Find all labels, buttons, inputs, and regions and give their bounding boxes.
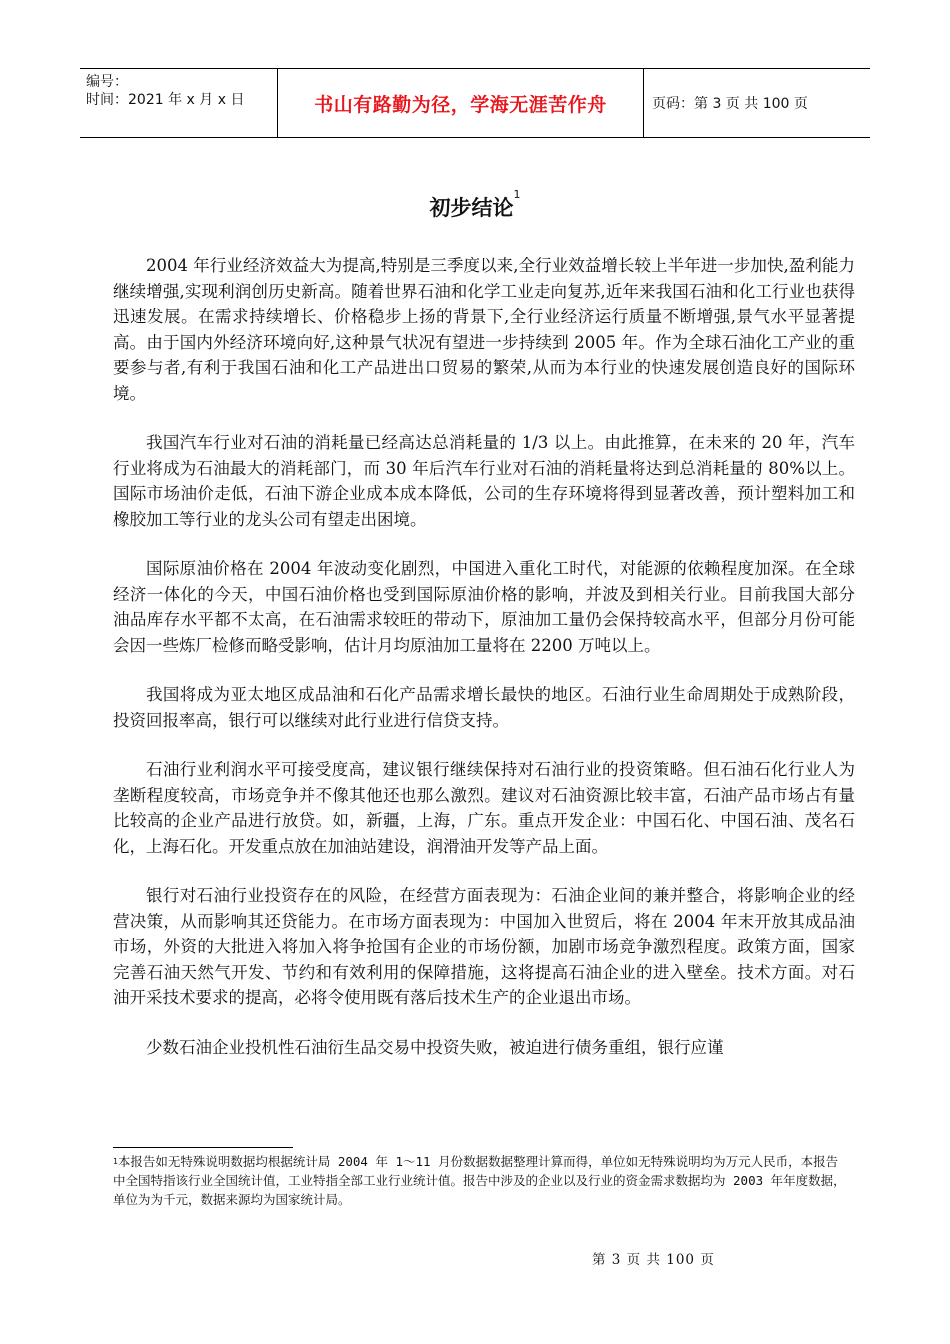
header-page-info: 页码：第 3 页 共 100 页	[652, 96, 808, 112]
document-title: 初步结论	[429, 196, 514, 220]
page-footer: 第 3 页 共 100 页	[592, 1252, 715, 1268]
document-number-label: 编号：	[86, 74, 128, 90]
paragraph: 我国汽车行业对石油的消耗量已经高达总消耗量的 1/3 以上。由此推算，在未来的 20 年，汽车行业将成为石油最大的消耗部门，而 30 年后汽车行业对石油的消耗量将达到总消耗量的 80%以上。国际市场油价走低，石油下游企业成本成本降低，公司的生存环境将得到显著改善，预计塑料加工和橡胶加工等行业的龙头公司有望走出困境。	[113, 433, 855, 529]
footnote-divider	[113, 1147, 293, 1148]
paragraph: 石油行业利润水平可接受度高，建议银行继续保持对石油行业的投资策略。但石油石化行业人为垄断程度较高，市场竞争并不像其他还也那么激烈。建议对石油资源比较丰富，石油产品市场占有量比较高的企业产品进行放贷。如，新疆，上海，广东。重点开发企业：中国石化、中国石油、茂名石化，上海石化。开发重点放在加油站建设，润滑油开发等产品上面。	[113, 760, 855, 856]
header-motto: 书山有路勤为径，学海无涯苦作舟	[278, 69, 644, 137]
header-meta-cell	[80, 69, 278, 137]
paragraph: 少数石油企业投机性石油衍生品交易中投资失败，被迫进行债务重组，银行应谨	[146, 1037, 724, 1057]
paragraph: 我国将成为亚太地区成品油和石化产品需求增长最快的地区。石油行业生命周期处于成熟阶段，投资回报率高，银行可以继续对此行业进行信贷支持。	[113, 685, 855, 730]
page-header-table	[80, 68, 870, 138]
title-footnote-mark: 1	[513, 188, 521, 201]
document-title-wrap	[0, 188, 950, 222]
paragraph: 2004 年行业经济效益大为提高,特别是三季度以来,全行业效益增长较上半年进一步加快,盈利能力继续增强,实现利润创历史新高。随着世界石油和化学工业走向复苏,近年来我国石油和化工行业也获得迅速发展。在需求持续增长、价格稳步上扬的背景下,全行业经济运行质量不断增强,景气水平显著提高。由于国内外经济环境向好,这种景气状况有望进一步持续到 2005 年。作为全球石油化工产业的重要参与者,有利于我国石油和化工产品进出口贸易的繁荣,从而为本行业的快速发展创造良好的国际环境。	[113, 256, 855, 403]
footnote	[113, 1152, 848, 1209]
footnote-mark: 1	[113, 1157, 118, 1166]
footnote-text: 本报告如无特殊说明数据均根据统计局 2004 年 1～11 月份数据数据整理计算而得，单位如无特殊说明均为万元人民币，本报告中全国特指该行业全国统计值，工业特指全部工业行业统计值。报告中涉及的企业以及行业的资金需求数据均为 2003 年年度数据，单位为为千元，数据来源均为国家统计局。	[113, 1154, 846, 1207]
paragraph: 国际原油价格在 2004 年波动变化剧烈，中国进入重化工时代，对能源的依赖程度加深。在全球经济一体化的今天，中国石油价格也受到国际原油价格的影响，并波及到相关行业。目前我国大部分油品库存水平都不太高，在石油需求较旺的带动下，原油加工量仍会保持较高水平，但部分月份可能会因一些炼厂检修而略受影响，估计月均原油加工量将在 2200 万吨以上。	[113, 559, 855, 655]
document-body	[113, 253, 855, 1084]
paragraph: 银行对石油行业投资存在的风险，在经营方面表现为：石油企业间的兼并整合，将影响企业的经营决策，从而影响其还贷能力。在市场方面表现为：中国加入世贸后，将在 2004 年末开放其成品油市场，外资的大批进入将加入将争抢国有企业的市场份额，加剧市场竞争激烈程度。政策方面，国家完善石油天然气开发、节约和有效利用的保障措施，这将提高石油企业的进入壁垒。技术方面。对石油开采技术要求的提高，必将令使用既有落后技术生产的企业退出市场。	[113, 886, 855, 1007]
document-date-label: 时间：2021 年 x 月 x 日	[86, 92, 245, 108]
